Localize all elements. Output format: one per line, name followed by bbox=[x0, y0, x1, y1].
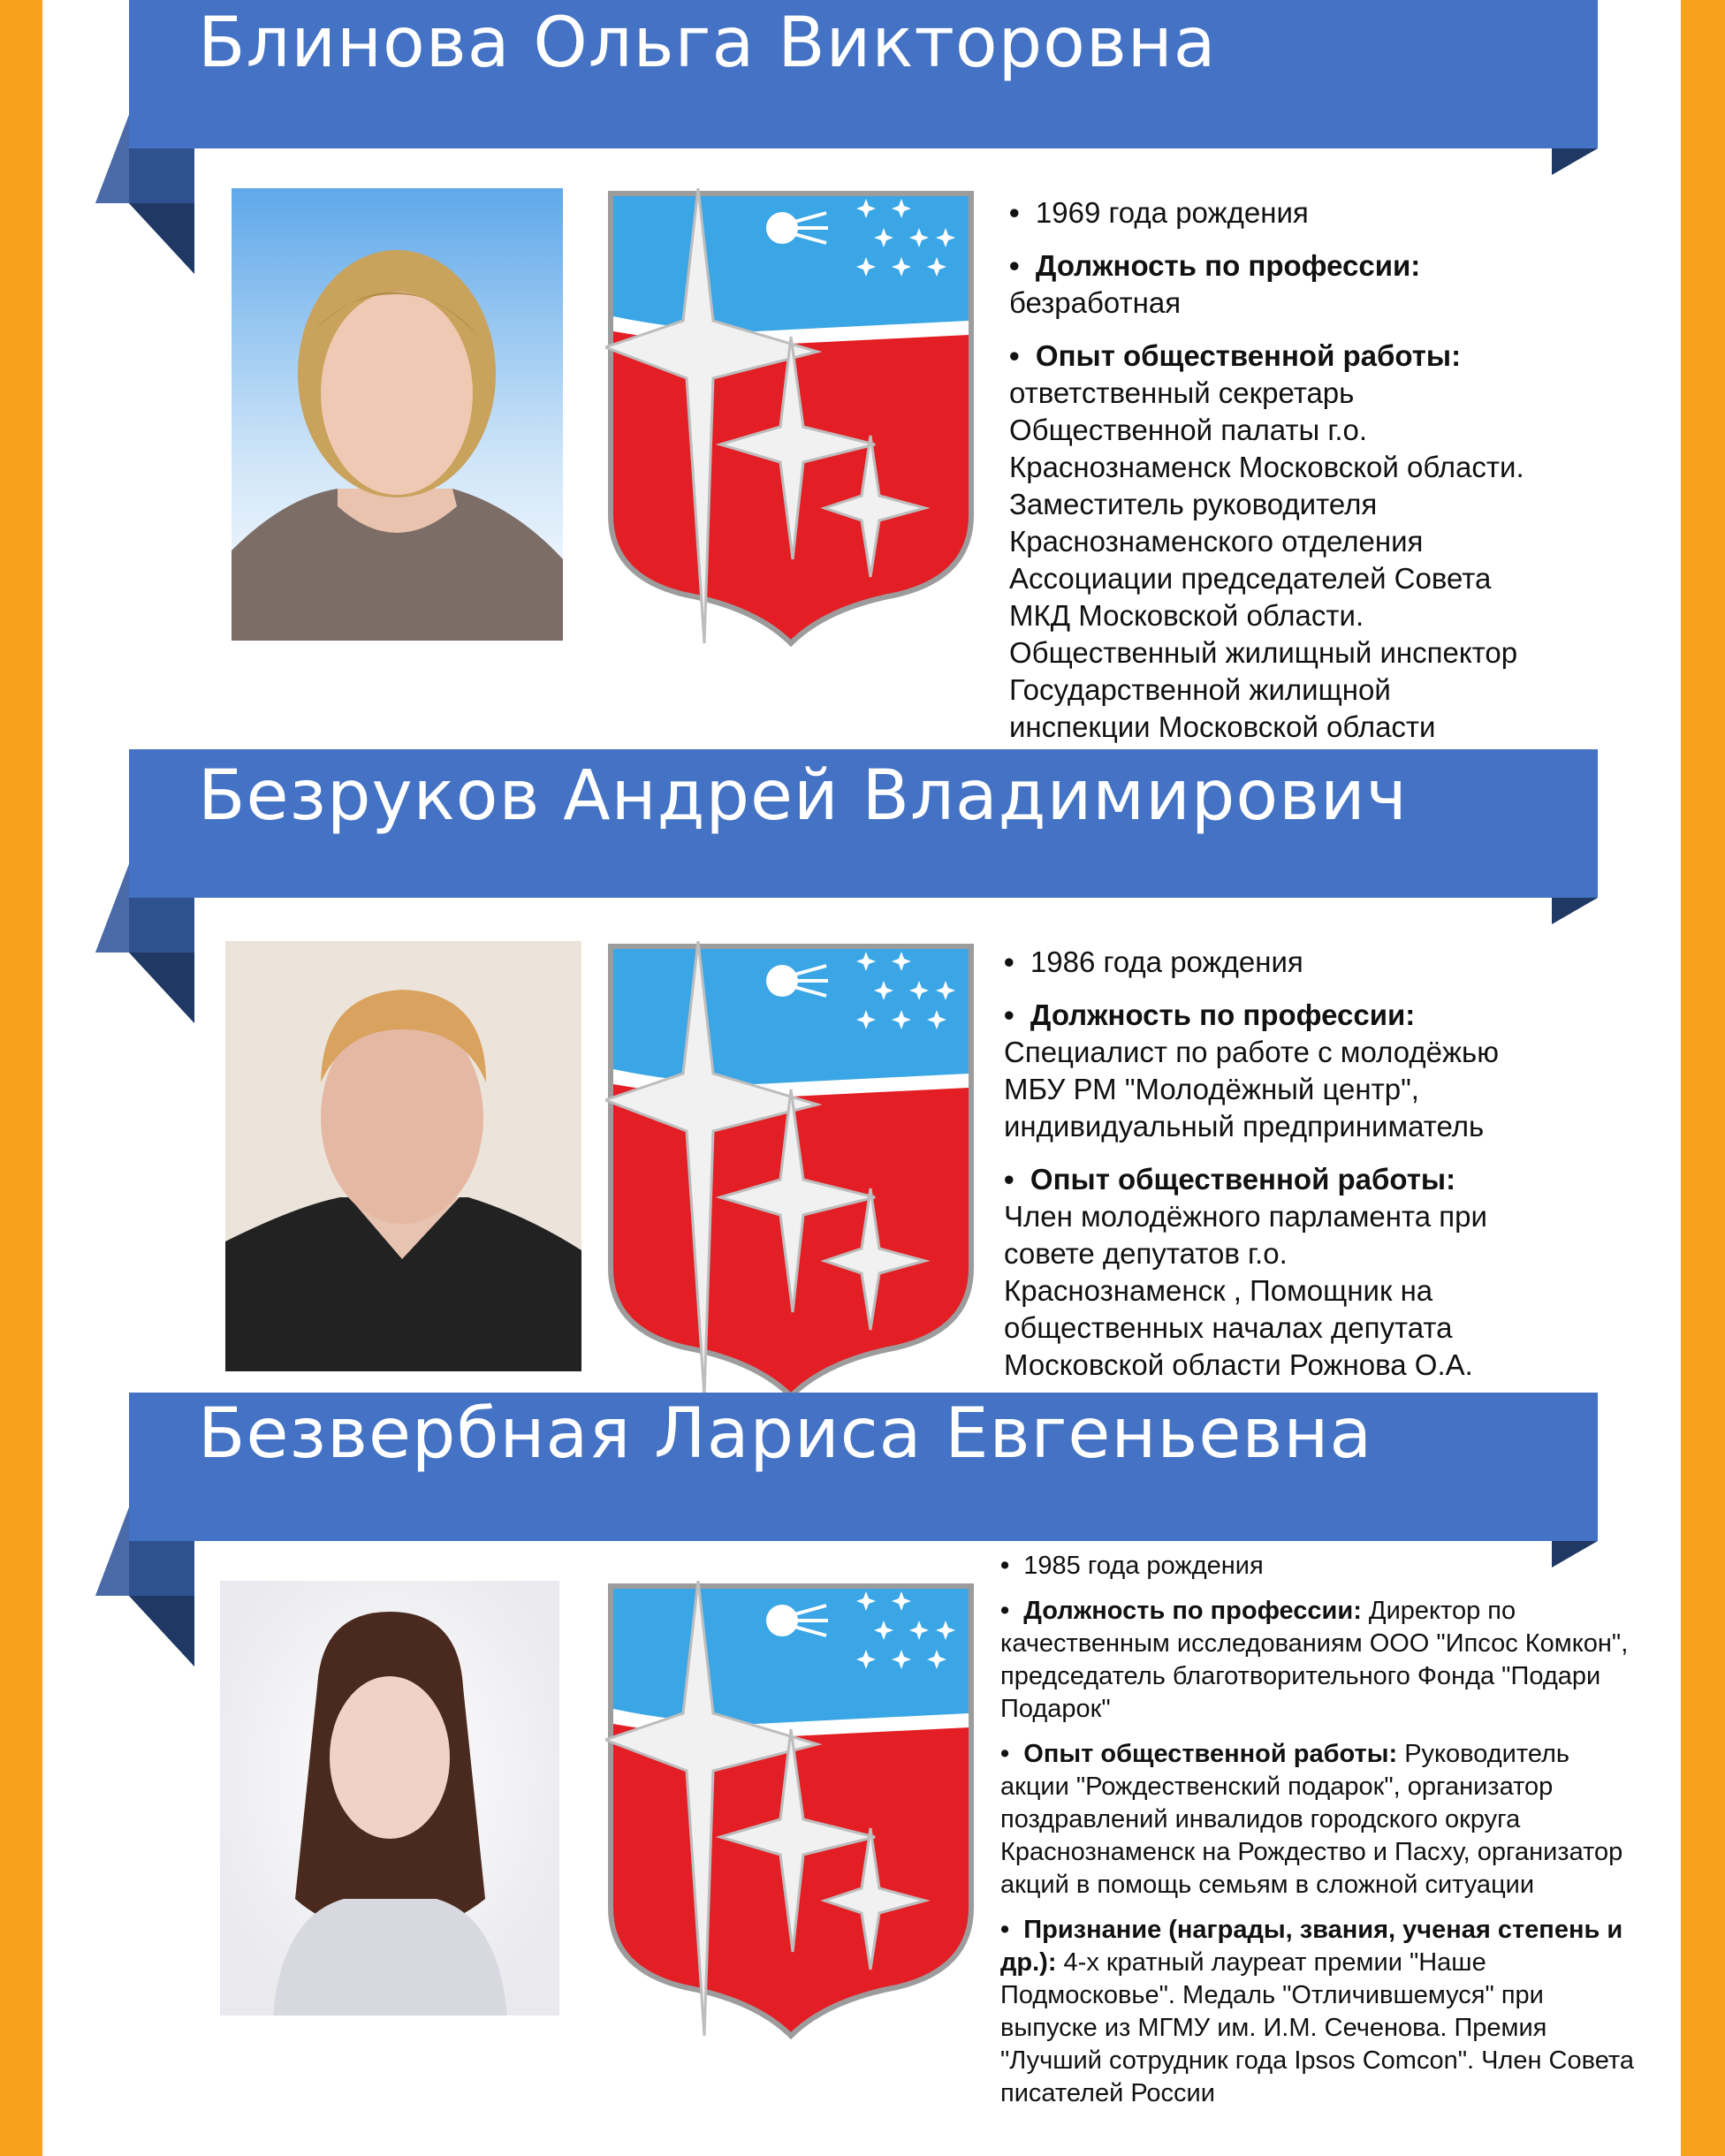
position-label: Должность по профессии: bbox=[1023, 1597, 1362, 1625]
ribbon-fold-right bbox=[1552, 148, 1598, 175]
name-ribbon bbox=[129, 749, 1598, 898]
experience-label: Опыт общественной работы: bbox=[1023, 1740, 1398, 1768]
position-text: безработная bbox=[1009, 286, 1182, 319]
experience-label: Опыт общественной работы: bbox=[1035, 339, 1462, 372]
position-text: Директор по качественным исследованиям ООО "Ипсос Комкон", председатель благотворительного Фонда "Подари Подарок" bbox=[1000, 1597, 1629, 1723]
bullet: • bbox=[1000, 1916, 1010, 1944]
person-info bbox=[1004, 944, 1605, 1384]
position-line: МБУ РМ "Молодёжный центр", bbox=[1004, 1073, 1419, 1105]
experience-line: Общественный жилищный инспектор bbox=[1009, 636, 1518, 669]
experience-line: Краснознаменского отделения bbox=[1009, 525, 1424, 558]
position bbox=[1004, 997, 1605, 1145]
birth-text: 1985 года рождения bbox=[1023, 1552, 1264, 1580]
birth-year bbox=[1009, 194, 1610, 232]
person-photo bbox=[232, 188, 563, 641]
awards bbox=[1000, 1914, 1644, 2110]
awards-label: Признание (награды, звания, ученая степень и др.): bbox=[1000, 1916, 1623, 1977]
birth-year bbox=[1004, 944, 1605, 981]
experience-line: Заместитель руководителя bbox=[1009, 488, 1378, 520]
experience-line: Общественной палаты г.о. bbox=[1009, 414, 1368, 446]
position bbox=[1000, 1595, 1644, 1726]
position-label: Должность по профессии: bbox=[1035, 249, 1421, 282]
bullet: • bbox=[1004, 945, 1014, 978]
bullet: • bbox=[1009, 249, 1020, 282]
person-info bbox=[1009, 194, 1610, 746]
person-name: Безруков Андрей Владимирович bbox=[198, 756, 1408, 836]
experience-line: Член молодёжного парламента при bbox=[1004, 1200, 1487, 1233]
experience-line: Ассоциации председателей Совета bbox=[1009, 562, 1492, 595]
bullet: • bbox=[1000, 1552, 1010, 1580]
person-name: Блинова Ольга Викторовна bbox=[198, 4, 1217, 83]
experience-line: ответственный секретарь bbox=[1009, 376, 1355, 409]
person-card-3 bbox=[0, 1393, 1725, 2156]
birth-text: 1986 года рождения bbox=[1030, 945, 1303, 978]
experience-line: Государственной жилищной bbox=[1009, 673, 1391, 706]
name-ribbon bbox=[129, 0, 1598, 148]
experience bbox=[1000, 1738, 1644, 1902]
bullet: • bbox=[1004, 1163, 1014, 1196]
birth-text: 1969 года рождения bbox=[1035, 196, 1309, 229]
experience-line: Московской области Рожнова О.А. bbox=[1004, 1348, 1473, 1381]
experience bbox=[1009, 338, 1610, 746]
bullet: • bbox=[1004, 998, 1014, 1031]
coat-of-arms-icon bbox=[605, 1581, 976, 2040]
experience-line: Краснознаменск , Помощник на bbox=[1004, 1274, 1433, 1307]
position bbox=[1009, 247, 1610, 322]
position-label: Должность по профессии: bbox=[1030, 998, 1416, 1031]
coat-of-arms-icon bbox=[605, 188, 976, 648]
coat-of-arms-icon bbox=[605, 941, 976, 1401]
experience-label: Опыт общественной работы: bbox=[1030, 1163, 1456, 1196]
person-photo bbox=[220, 1581, 559, 2016]
bullet: • bbox=[1000, 1597, 1010, 1625]
name-ribbon bbox=[129, 1393, 1598, 1541]
bullet: • bbox=[1000, 1740, 1010, 1768]
experience-text: Руководитель акции "Рождественский подарок", организатор поздравлений инвалидов городского округа Краснознаменск на Рождество и Пасху, организатор акций в помощь семьям в сложной ситуации bbox=[1000, 1740, 1623, 1899]
experience bbox=[1004, 1161, 1605, 1384]
bullet: • bbox=[1009, 339, 1020, 372]
birth-year bbox=[1000, 1550, 1644, 1583]
experience-line: Краснознаменск Московской области. bbox=[1009, 451, 1524, 483]
person-name: Безвербная Лариса Евгеньевна bbox=[198, 1394, 1373, 1474]
person-info bbox=[1000, 1550, 1644, 2110]
position-line: индивидуальный предприниматель bbox=[1004, 1110, 1485, 1143]
person-card-2 bbox=[0, 749, 1725, 1385]
person-photo bbox=[225, 941, 581, 1371]
person-card-1 bbox=[0, 0, 1725, 751]
position-line: Специалист по работе с молодёжью bbox=[1004, 1036, 1499, 1068]
experience-line: общественных началах депутата bbox=[1004, 1311, 1453, 1344]
awards-text: 4-х кратный лауреат премии "Наше Подмосковье". Медаль "Отличившемуся" при выпуске из МГМУ им. И.М. Сеченова. Премия "Лучший сотрудник года Ipsos Comcon". Член Совета писателей России bbox=[1000, 1948, 1634, 2107]
ribbon-fold-right bbox=[1552, 898, 1598, 924]
experience-line: МКД Московской области. bbox=[1009, 599, 1364, 632]
experience-line: совете депутатов г.о. bbox=[1004, 1237, 1288, 1270]
experience-line: инспекции Московской области bbox=[1009, 710, 1436, 743]
bullet: • bbox=[1009, 196, 1020, 229]
